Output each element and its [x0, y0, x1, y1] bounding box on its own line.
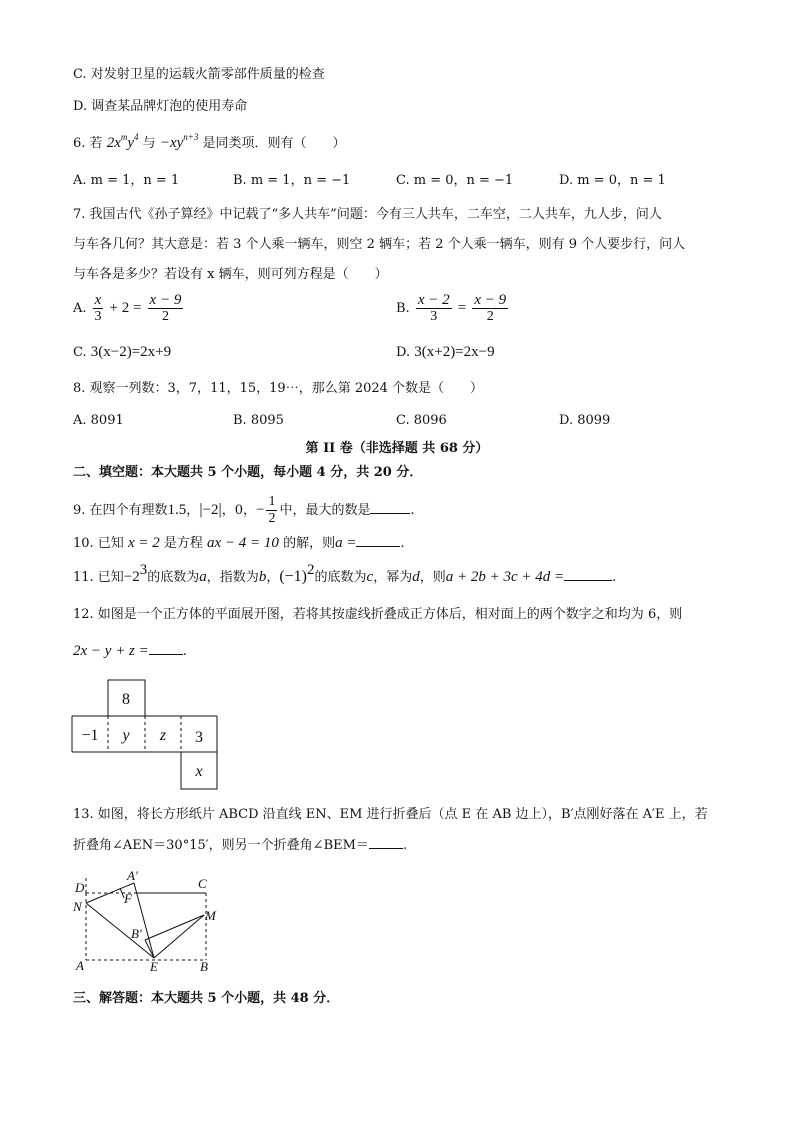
part2-title: 第 II 卷（非选择题 共 68 分） — [305, 441, 489, 456]
label-D: D — [75, 880, 85, 895]
q12-line2: 2x − y + z = . — [73, 643, 187, 659]
q7-option-a: A. $\frac{x}{3}$ + 2 = $\frac{x - 9}{2}$ — [73, 292, 182, 324]
label-N: N — [73, 899, 82, 914]
q7-line2: 与车各几何？其大意是：若 3 个人乘一辆车，则空 2 辆车；若 2 个人乘一辆车，则有 9 个人要步行，问人 — [73, 237, 686, 252]
q6-number: 6. 若 — [73, 136, 103, 151]
label-C: C — [198, 876, 207, 891]
q8-option-a: A. 8091 — [73, 413, 124, 428]
q6-option-c: C. m = 0，n = −1 — [396, 173, 514, 188]
part2-section-header: 二、填空题：本大题共 5 个小题，每小题 4 分，共 20 分． — [73, 465, 423, 480]
net-label-neg1: −1 — [81, 727, 99, 744]
q13-line1: 13. 如图，将长方形纸片 ABCD 沿直线 EN、EM 进行折叠后（点 E 在 AB 边上），B′点刚好落在 A′E 上，若 — [73, 807, 708, 822]
q6-tail: 是同类项．则有（ ） — [202, 136, 346, 151]
label-B-prime: B′ — [131, 926, 142, 941]
label-B: B — [200, 959, 208, 974]
q7-line1: 7. 我国古代《孙子算经》中记载了“多人共车”问题：今有三人共车，二车空，二人共车，九人步，问人 — [73, 207, 662, 222]
net-label-3: 3 — [195, 729, 203, 746]
label-M: M — [205, 908, 216, 923]
q7-option-d: D. 3(x+2)=2x−9 — [396, 344, 495, 360]
label-A: A — [76, 958, 84, 973]
q6-option-b: B. m = 1，n = −1 — [233, 173, 351, 188]
q8-stem: 8. 观察一列数：3，7，11，15，19⋯，那么第 2024 个数是（ ） — [73, 381, 484, 396]
label-E: E — [150, 959, 158, 974]
net-label-z: z — [159, 727, 167, 744]
net-label-x: x — [195, 763, 203, 780]
q12-line1: 12. 如图是一个正方体的平面展开图，若将其按虚线折叠成正方体后，相对面上的两个数字之和均为 6，则 — [73, 607, 683, 622]
q7-option-c: C. 3(x−2)=2x+9 — [73, 344, 172, 360]
q7-line3: 与车各是多少？若设有 x 辆车，则可列方程是（ ） — [73, 267, 388, 282]
q6-term2: $-xy^{n+3}$ — [159, 132, 199, 151]
q8-option-b: B. 8095 — [233, 413, 284, 428]
net-label-8: 8 — [122, 691, 130, 708]
label-F: F — [124, 891, 132, 906]
net-label-y: y — [122, 727, 130, 744]
q6-term1: $2x^my^4$ — [106, 132, 139, 151]
q9-stem: 9. 在四个有理数1.5，|−2|，0，− $\frac{1}{2}$ 中，最大的数是 . — [73, 494, 415, 526]
q6-option-a: A. m = 1，n = 1 — [73, 173, 180, 188]
q10-stem: 10. 已知 x = 2 是方程 ax − 4 = 10 的解，则a = . — [73, 535, 405, 551]
q5-option-c: C. 对发射卫星的运载火箭零部件质量的检查 — [73, 67, 325, 82]
q9-abs-value: −2 — [202, 502, 219, 518]
q7-option-b: B. $\frac{x - 2}{3}$ = $\frac{x - 9}{2}$ — [396, 292, 507, 324]
part3-section-header: 三、解答题：本大题共 5 个小题，共 48 分． — [73, 991, 340, 1006]
q6-option-d: D. m = 0，n = 1 — [559, 173, 666, 188]
q11-stem: 11. 已知$-2^3$的底数为a，指数为b，$(-1)^2$的底数为c，幂为d，则a + 2b + 3c + 4d = . — [73, 562, 617, 585]
q13-line2: 折叠角∠AEN＝30°15′，则另一个折叠角∠BEM＝ . — [73, 838, 408, 853]
label-A-prime: A′ — [127, 868, 138, 883]
q8-option-d: D. 8099 — [559, 413, 611, 428]
q8-option-c: C. 8096 — [396, 413, 447, 428]
q6-mid: 与 — [142, 136, 156, 151]
q5-option-d: D. 调查某品牌灯泡的使用寿命 — [73, 99, 248, 114]
